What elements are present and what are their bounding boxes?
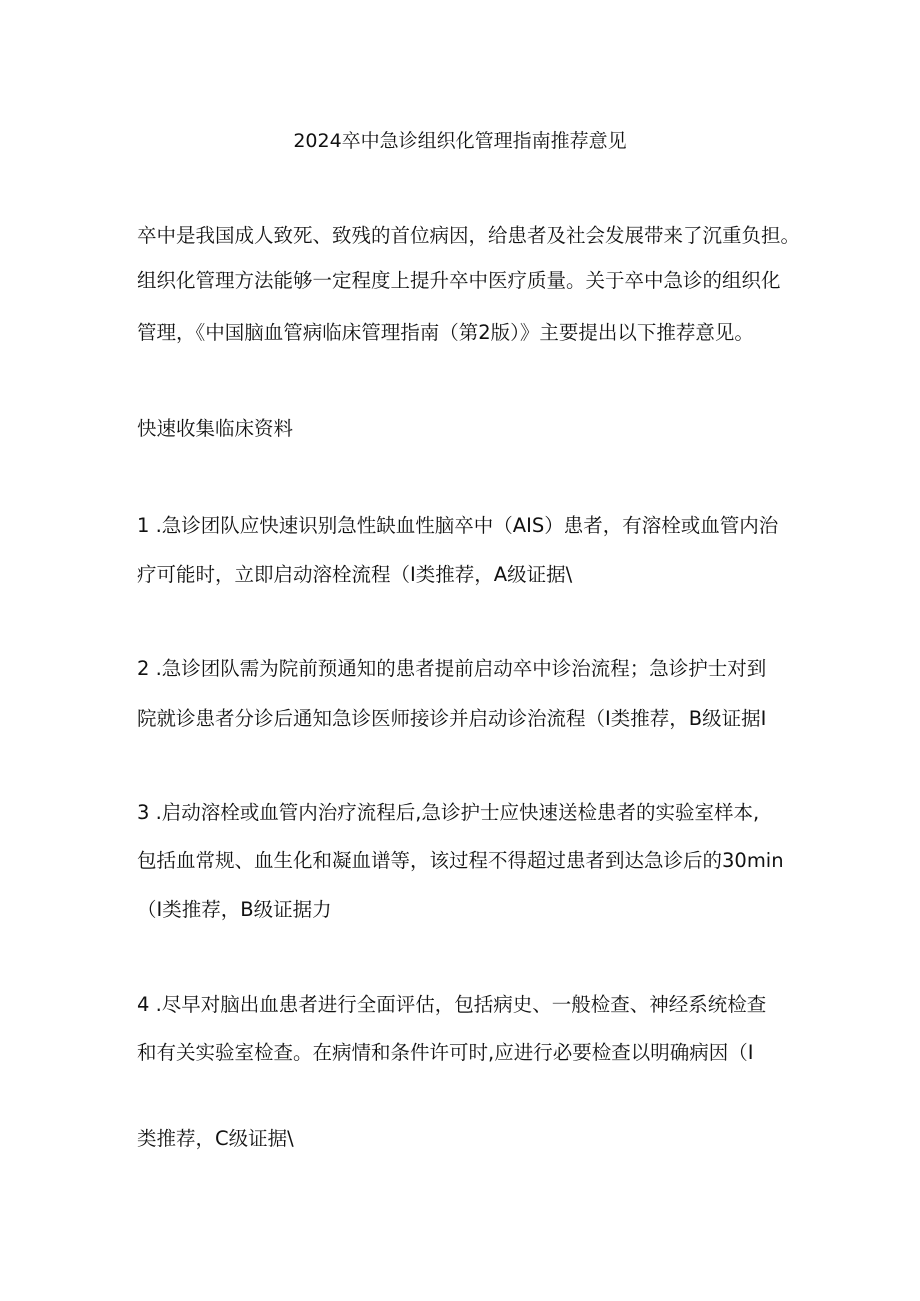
item-2-line-2: 院就诊患者分诊后通知急诊医师接诊并启动诊治流程（I类推荐，B级证据I	[137, 707, 767, 730]
intro-line-3: 管理，《中国脑血管病临床管理指南（第2版）》主要提出以下推荐意见。	[137, 321, 754, 344]
item-1-line-1: 1 .急诊团队应快速识别急性缺血性脑卒中（AIS）患者，有溶栓或血管内治	[137, 514, 779, 537]
item-4-line-2: 和有关实验室检查。在病情和条件许可时,应进行必要检查以明确病因（I	[137, 1041, 754, 1064]
item-3-line-2: 包括血常规、血生化和凝血谱等，该过程不得超过患者到达急诊后的30min	[137, 849, 784, 872]
item-4-line-1: 4 .尽早对脑出血患者进行全面评估，包括病史、一般检查、神经系统检查	[137, 993, 767, 1016]
document-title: 2024卒中急诊组织化管理指南推荐意见	[293, 130, 627, 152]
trailing-line: 类推荐，C级证据\	[137, 1127, 294, 1150]
section-heading: 快速收集临床资料	[137, 417, 294, 440]
item-3-line-3: （I类推荐，B级证据力	[137, 898, 332, 921]
intro-line-2: 组织化管理方法能够一定程度上提升卒中医疗质量。关于卒中急诊的组织化	[137, 269, 781, 292]
intro-line-1: 卒中是我国成人致死、致残的首位病因，给患者及社会发展带来了沉重负担。	[137, 224, 801, 247]
item-1-line-2: 疗可能时，立即启动溶栓流程（I类推荐，A级证据\	[137, 563, 573, 586]
item-3-line-1: 3 .启动溶栓或血管内治疗流程后,急诊护士应快速送检患者的实验室样本,	[137, 801, 760, 824]
item-2-line-1: 2 .急诊团队需为院前预通知的患者提前启动卒中诊治流程；急诊护士对到	[137, 657, 767, 680]
